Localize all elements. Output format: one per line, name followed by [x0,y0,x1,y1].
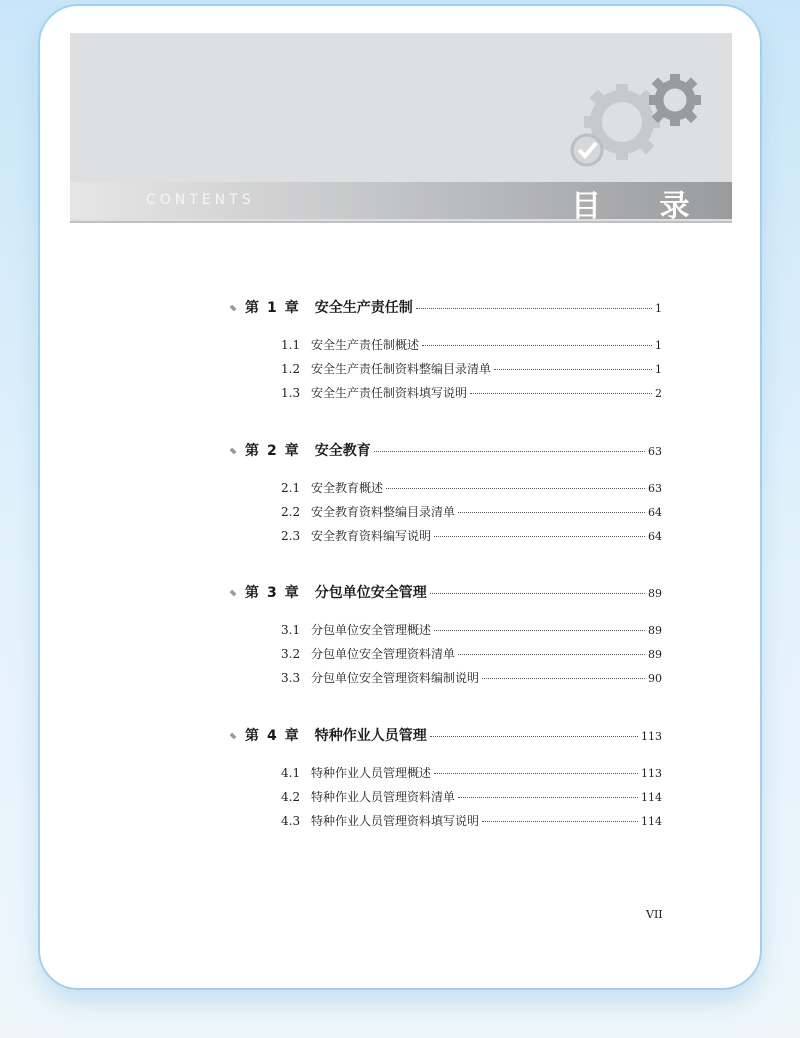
section-title: 分包单位安全管理概述 [311,623,432,637]
toc-section-2-3[interactable] [281,527,662,547]
chapter-suffix: 章 [284,300,299,316]
section-page: 90 [648,672,662,685]
section-page: 64 [648,530,662,543]
page-title: 目 录 [571,189,714,224]
chapter-number: 1 [267,300,277,316]
toc-section-4-2[interactable] [281,788,662,808]
toc-section-3-3[interactable] [281,669,662,689]
section-number: 4.3 [281,814,301,828]
chapter-suffix: 章 [284,443,299,459]
section-number: 2.3 [281,529,301,543]
dot-leader [434,536,645,537]
toc-section-4-1[interactable] [281,764,662,784]
section-number: 1.2 [281,362,301,376]
dot-leader [458,512,645,513]
chapter-number: 4 [267,728,277,744]
toc-chapter-2[interactable] [229,440,662,464]
checkmark-icon [572,135,602,165]
section-page: 89 [648,648,662,661]
section-number: 1.3 [281,386,301,400]
section-title: 安全教育概述 [311,481,384,495]
chapter-page: 113 [641,730,662,743]
contents-label: CONTENTS [146,192,255,208]
chapter-title: 分包单位安全管理 [314,585,427,601]
chapter-number: 3 [267,585,277,601]
dot-leader [458,797,638,798]
section-title: 安全生产责任制资料整编目录清单 [311,362,492,376]
diamond-bullet-icon [229,591,238,597]
toc-section-1-3[interactable] [281,384,662,404]
dot-leader [494,369,652,370]
section-title: 安全教育资料编写说明 [311,529,432,543]
chapter-number: 2 [267,443,277,459]
dot-leader [416,308,652,309]
section-page: 1 [655,339,662,352]
section-number: 3.2 [281,647,301,661]
chapter-page: 1 [655,302,662,315]
toc-chapter-1[interactable] [229,297,662,321]
dot-leader [482,678,645,679]
dot-leader [434,773,638,774]
diamond-bullet-icon [229,306,238,312]
section-number: 4.1 [281,766,301,780]
section-title: 特种作业人员管理概述 [311,766,432,780]
dot-leader [374,451,645,452]
section-title: 特种作业人员管理资料填写说明 [311,814,480,828]
chapter-suffix: 章 [284,728,299,744]
section-number: 4.2 [281,790,301,804]
section-number: 3.1 [281,623,301,637]
section-title: 分包单位安全管理资料清单 [311,647,456,661]
gear-icon [596,96,648,148]
section-page: 64 [648,506,662,519]
section-page: 114 [641,791,662,804]
toc-section-3-2[interactable] [281,645,662,665]
section-title: 特种作业人员管理资料清单 [311,790,456,804]
chapter-prefix: 第 [245,443,259,459]
dot-leader [422,345,652,346]
dot-leader [386,488,645,489]
section-page: 113 [641,767,662,780]
section-page: 89 [648,624,662,637]
chapter-title: 安全教育 [314,443,371,459]
section-number: 2.2 [281,505,301,519]
section-page: 114 [641,815,662,828]
chapter-suffix: 章 [284,585,299,601]
section-page: 2 [655,387,662,400]
diamond-bullet-icon [229,734,238,740]
chapter-prefix: 第 [245,585,259,601]
toc-section-1-2[interactable] [281,360,662,380]
section-title: 安全生产责任制概述 [311,338,420,352]
section-page: 1 [655,363,662,376]
section-number: 1.1 [281,338,301,352]
toc-section-4-3[interactable] [281,812,662,832]
chapter-title: 特种作业人员管理 [314,728,427,744]
section-title: 安全教育资料整编目录清单 [311,505,456,519]
toc-chapter-4[interactable] [229,725,662,749]
dot-leader [434,630,645,631]
dot-leader [430,736,638,737]
chapter-prefix: 第 [245,300,259,316]
dot-leader [482,821,638,822]
dot-leader [470,393,652,394]
chapter-prefix: 第 [245,728,259,744]
toc-section-3-1[interactable] [281,621,662,641]
toc-section-2-2[interactable] [281,503,662,523]
chapter-title: 安全生产责任制 [314,300,413,316]
chapter-page: 63 [648,445,662,458]
section-number: 2.1 [281,481,301,495]
toc-section-2-1[interactable] [281,479,662,499]
section-page: 63 [648,482,662,495]
section-title: 安全生产责任制资料填写说明 [311,386,468,400]
gear-icon [649,74,701,126]
section-title: 分包单位安全管理资料编制说明 [311,671,480,685]
toc-section-1-1[interactable] [281,336,662,356]
toc-chapter-3[interactable] [229,582,662,606]
section-number: 3.3 [281,671,301,685]
dot-leader [430,593,645,594]
diamond-bullet-icon [229,449,238,455]
gears-illustration [560,70,710,180]
dot-leader [458,654,645,655]
page-folio: VII [646,908,663,921]
chapter-page: 89 [648,587,662,600]
